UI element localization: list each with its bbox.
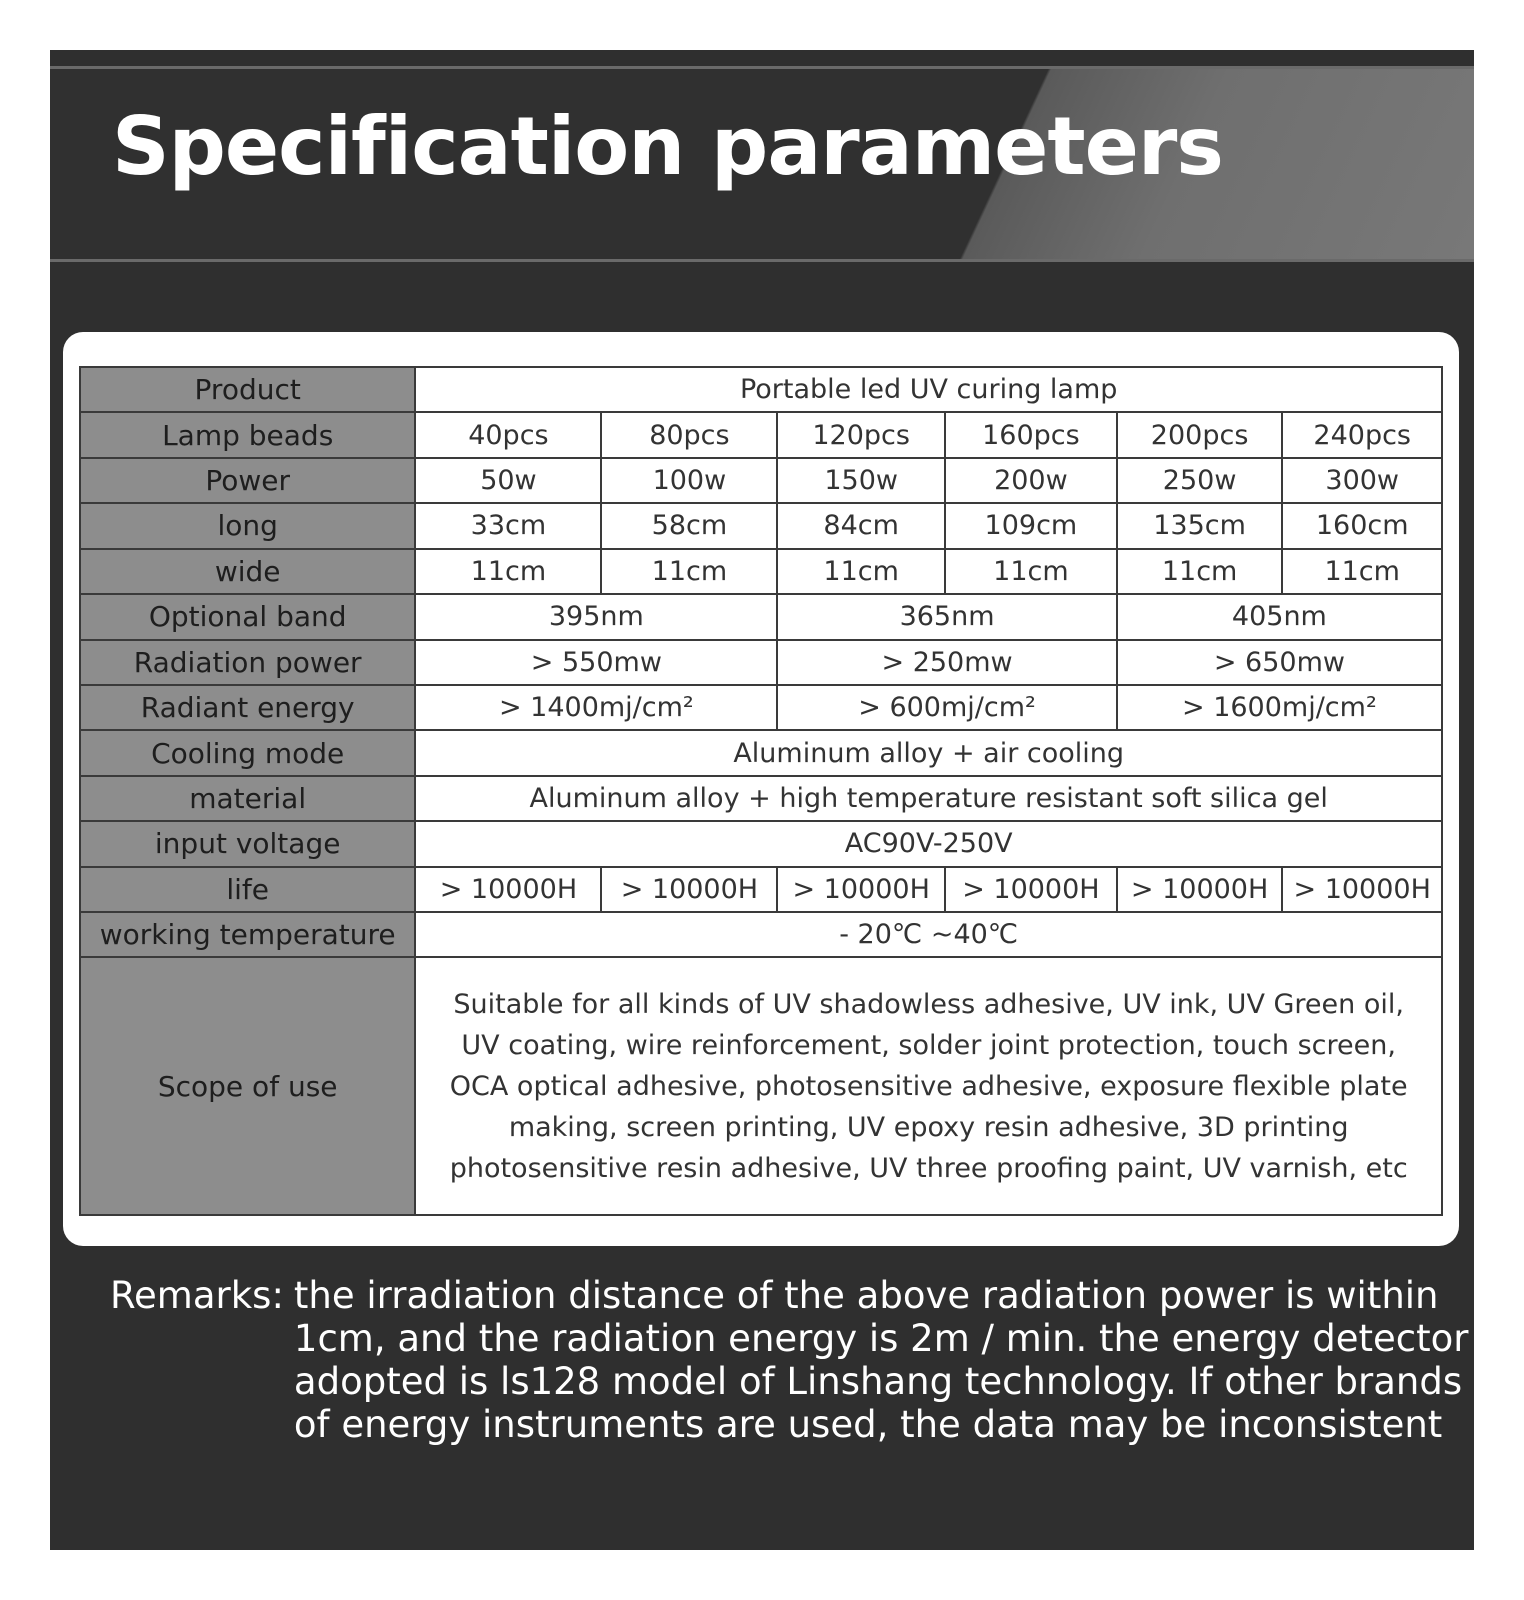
table-cell: Aluminum alloy + air cooling — [415, 730, 1442, 775]
table-row-cooling-mode — [80, 730, 1442, 775]
table-cell: > 1400mj/cm² — [415, 685, 777, 730]
table-cell: 80pcs — [601, 412, 777, 457]
table-cell: 100w — [601, 458, 777, 503]
row-label: working temperature — [80, 912, 415, 957]
table-cell: 200w — [945, 458, 1117, 503]
row-label: Radiant energy — [80, 685, 415, 730]
row-label: input voltage — [80, 821, 415, 866]
table-row-scope-of-use — [80, 957, 1442, 1215]
table-cell: > 650mw — [1117, 640, 1442, 685]
table-cell: 365nm — [777, 594, 1116, 639]
table-row-product — [80, 367, 1442, 412]
row-label: Cooling mode — [80, 730, 415, 775]
row-label: Optional band — [80, 594, 415, 639]
table-cell: 240pcs — [1282, 412, 1442, 457]
table-cell: - 20℃ ~40℃ — [415, 912, 1442, 957]
table-cell: 160pcs — [945, 412, 1117, 457]
table-cell: 11cm — [1117, 549, 1283, 594]
spec-card — [63, 332, 1459, 1246]
table-cell: 11cm — [945, 549, 1117, 594]
product-value: Portable led UV curing lamp — [415, 367, 1442, 412]
table-cell: 135cm — [1117, 503, 1283, 548]
table-cell: 11cm — [777, 549, 945, 594]
table-cell: > 250mw — [777, 640, 1116, 685]
table-cell: 58cm — [601, 503, 777, 548]
row-label: wide — [80, 549, 415, 594]
table-cell: AC90V-250V — [415, 821, 1442, 866]
table-cell: 395nm — [415, 594, 777, 639]
table-row-long — [80, 503, 1442, 548]
row-label: material — [80, 776, 415, 821]
row-label: Power — [80, 458, 415, 503]
row-label: Radiation power — [80, 640, 415, 685]
table-cell: 250w — [1117, 458, 1283, 503]
row-label: long — [80, 503, 415, 548]
title-banner — [50, 66, 1474, 262]
table-cell: > 1600mj/cm² — [1117, 685, 1442, 730]
table-cell: 120pcs — [777, 412, 945, 457]
row-label: life — [80, 867, 415, 912]
spec-panel — [50, 50, 1474, 1550]
row-label: Product — [80, 367, 415, 412]
table-cell: 200pcs — [1117, 412, 1283, 457]
table-cell: 109cm — [945, 503, 1117, 548]
table-row-working-temperature — [80, 912, 1442, 957]
table-cell: > 600mj/cm² — [777, 685, 1116, 730]
table-row-material — [80, 776, 1442, 821]
table-cell: > 550mw — [415, 640, 777, 685]
table-cell: Aluminum alloy + high temperature resistant soft silica gel — [415, 776, 1442, 821]
page-title: Specification parameters — [112, 100, 1223, 193]
table-cell: > 10000H — [1117, 867, 1283, 912]
table-cell: > 10000H — [1282, 867, 1442, 912]
table-cell: 84cm — [777, 503, 945, 548]
table-cell: > 10000H — [601, 867, 777, 912]
table-row-input-voltage — [80, 821, 1442, 866]
table-cell: 150w — [777, 458, 945, 503]
scope-of-use-value: Suitable for all kinds of UV shadowless adhesive, UV ink, UV Green oil, UV coating, wire reinforcement, solder joint protection, touch screen, OCA optical adhesive, photosensitive adhesive, exposure flexible plate making, screen printing, UV epoxy resin adhesive, 3D printing photosensitive resin adhesive, UV three proofing paint, UV varnish, etc — [415, 957, 1442, 1215]
table-cell: 11cm — [601, 549, 777, 594]
table-cell: > 10000H — [777, 867, 945, 912]
table-row-lamp-beads — [80, 412, 1442, 457]
remarks — [110, 1274, 1470, 1446]
table-cell: 11cm — [415, 549, 601, 594]
remarks-label: Remarks: — [110, 1274, 284, 1317]
table-cell: 11cm — [1282, 549, 1442, 594]
table-row-radiant-energy — [80, 685, 1442, 730]
table-cell: 50w — [415, 458, 601, 503]
table-row-power — [80, 458, 1442, 503]
table-cell: > 10000H — [945, 867, 1117, 912]
remarks-text: the irradiation distance of the above radiation power is within 1cm, and the radiation energy is 2m / min. the energy detector adopted is ls128 model of Linshang technology. If other brands of energy instruments are used, the data may be inconsistent — [293, 1274, 1469, 1446]
table-cell: 405nm — [1117, 594, 1442, 639]
table-cell: > 10000H — [415, 867, 601, 912]
table-row-wide — [80, 549, 1442, 594]
table-row-radiation-power — [80, 640, 1442, 685]
table-cell: 40pcs — [415, 412, 601, 457]
table-cell: 300w — [1282, 458, 1442, 503]
table-row-optional-band — [80, 594, 1442, 639]
table-cell: 33cm — [415, 503, 601, 548]
row-label: Scope of use — [80, 957, 415, 1215]
spec-table — [79, 366, 1443, 1216]
table-row-life — [80, 867, 1442, 912]
row-label: Lamp beads — [80, 412, 415, 457]
table-cell: 160cm — [1282, 503, 1442, 548]
